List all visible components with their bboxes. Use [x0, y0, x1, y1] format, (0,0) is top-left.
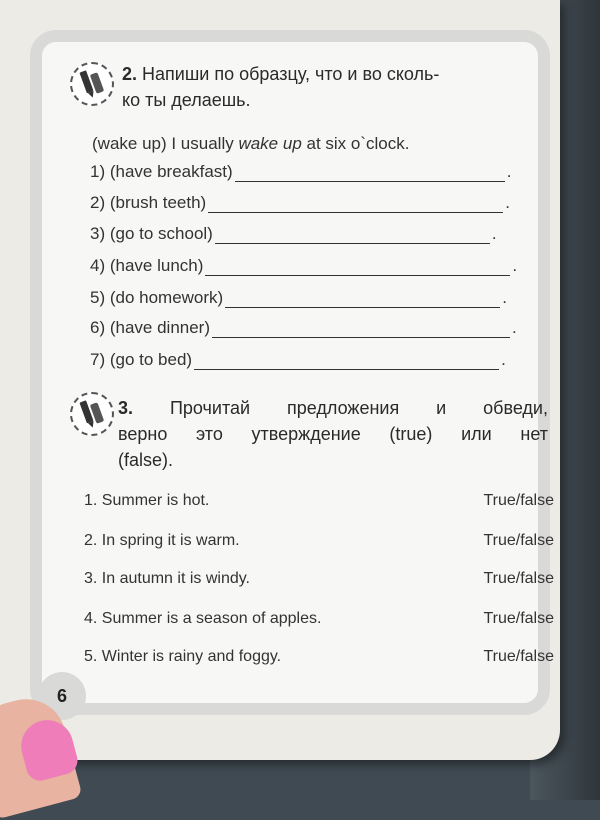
task2-number: 2.: [122, 64, 138, 84]
task2-item-5: 5) (do homework) .: [90, 288, 507, 307]
answer-blank[interactable]: [235, 165, 505, 182]
statement-row-1: [84, 492, 554, 510]
true-false-choice[interactable]: True/false: [483, 648, 554, 665]
example-italic: wake up: [238, 134, 302, 153]
task3-heading-line1: [118, 398, 548, 419]
statement-text: 2. In spring it is warm.: [84, 532, 240, 549]
statement-row-2: [84, 532, 554, 550]
item-label: 4) (have lunch): [90, 256, 204, 275]
task2-item-6: 6) (have dinner) .: [90, 318, 517, 337]
task2-item-1: 1) (have breakfast) .: [90, 162, 512, 181]
answer-blank[interactable]: [205, 259, 510, 276]
answer-blank[interactable]: [215, 227, 490, 244]
task3-number: 3.: [118, 398, 134, 418]
task2-heading-line1: [122, 64, 439, 85]
task2-example: [92, 134, 409, 154]
statement-text: 4. Summer is a season of apples.: [84, 610, 322, 627]
statement-row-4: [84, 610, 554, 628]
task2-heading-text: Напиши по образцу, что и во сколь-: [142, 64, 440, 84]
item-label: 6) (have dinner): [90, 318, 211, 337]
item-label: 2) (brush teeth): [90, 193, 207, 212]
task2-item-7: 7) (go to bed) .: [90, 350, 506, 369]
item-label: 1) (have breakfast): [90, 162, 233, 181]
example-suffix: at six o`clock.: [301, 134, 410, 153]
answer-blank[interactable]: [225, 291, 500, 308]
pencil-eraser-icon: [70, 392, 114, 436]
task3-heading-line2: верно это утверждение (true) или нет: [118, 424, 548, 444]
true-false-choice[interactable]: True/false: [483, 492, 554, 509]
example-prefix: (wake up) I usually: [92, 134, 239, 153]
task2-heading-line2: ко ты делаешь.: [122, 90, 251, 110]
statement-row-5: [84, 648, 554, 666]
task2-item-3: 3) (go to school) .: [90, 224, 497, 243]
task2-item-4: 4) (have lunch) .: [90, 256, 518, 275]
item-label: 3) (go to school): [90, 224, 213, 243]
answer-blank[interactable]: [212, 321, 510, 338]
statement-row-3: [84, 570, 554, 588]
item-label: 5) (do homework): [90, 288, 224, 307]
page-number: 6: [38, 672, 86, 720]
task3-heading-line3: (false).: [118, 450, 174, 470]
pencil-eraser-icon: [70, 62, 114, 106]
statement-text: 3. In autumn it is windy.: [84, 570, 250, 587]
true-false-choice[interactable]: True/false: [483, 570, 554, 587]
answer-blank[interactable]: [194, 353, 499, 370]
answer-blank[interactable]: [208, 196, 503, 213]
true-false-choice[interactable]: True/false: [483, 532, 554, 549]
statement-text: 5. Winter is rainy and foggy.: [84, 648, 282, 665]
task3-heading-text: Прочитай предложения и обведи,: [169, 398, 548, 418]
true-false-choice[interactable]: True/false: [483, 610, 554, 627]
task2-item-2: 2) (brush teeth) .: [90, 193, 510, 212]
statement-text: 1. Summer is hot.: [84, 492, 210, 509]
item-label: 7) (go to bed): [90, 350, 193, 369]
